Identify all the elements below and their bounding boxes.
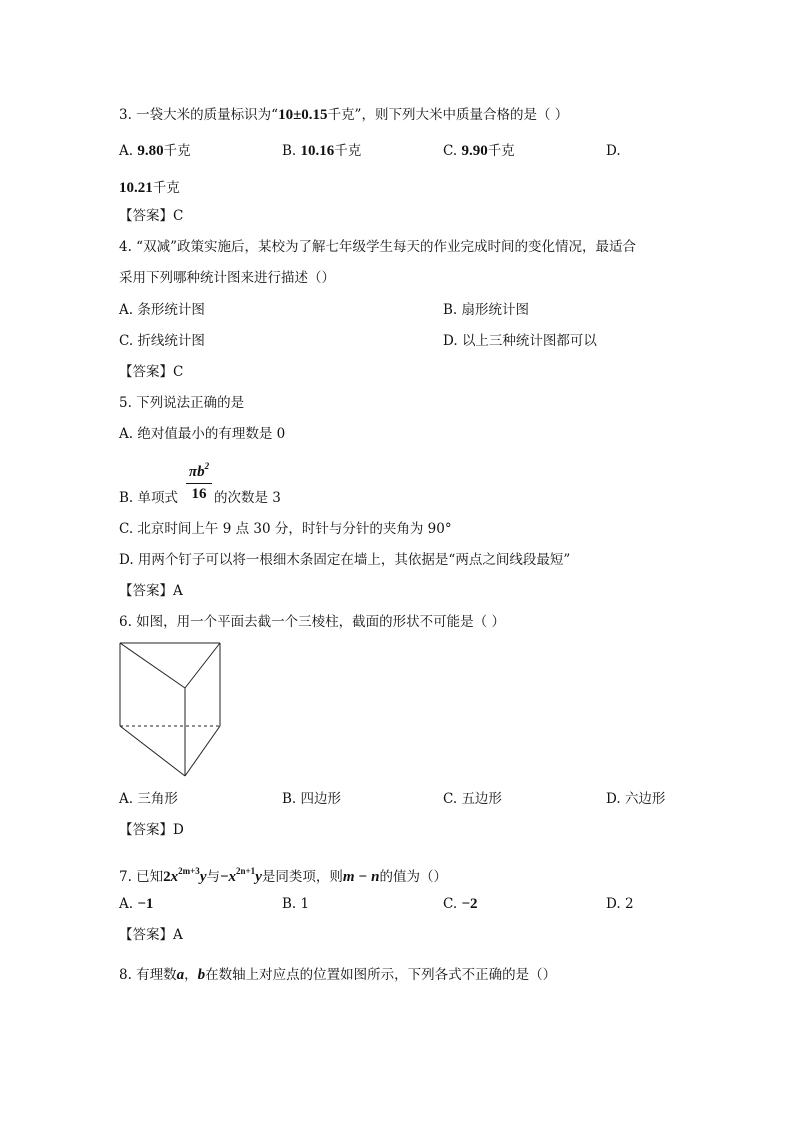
option-letter: B. bbox=[443, 302, 458, 318]
fraction-bar bbox=[186, 483, 212, 484]
option-letter: D. bbox=[606, 143, 621, 159]
q8-stem bbox=[119, 966, 556, 984]
option-text: 2 bbox=[624, 896, 634, 912]
option-text: 千克 bbox=[334, 143, 362, 159]
q6-option-c bbox=[443, 790, 502, 808]
q7-term2 bbox=[219, 866, 262, 885]
term1-coef: 2 bbox=[163, 869, 171, 885]
option-math: 10.21 bbox=[119, 180, 153, 196]
q6-option-b bbox=[282, 790, 341, 808]
numerator-base: πb bbox=[188, 464, 205, 480]
option-letter: A. bbox=[119, 896, 134, 912]
term2-coef: − bbox=[219, 869, 229, 885]
q6-option-d bbox=[606, 790, 665, 808]
q6-option-a bbox=[119, 790, 178, 808]
triangular-prism-figure bbox=[115, 638, 227, 783]
q7-option-b bbox=[282, 895, 309, 913]
q7-stem-mid2: 是同类项，则 bbox=[261, 869, 343, 885]
q3-option-b bbox=[282, 142, 361, 160]
q8-stem-post: 在数轴上对应点的位置如图所示，下列各式不正确的是（） bbox=[205, 967, 557, 983]
q5-fraction bbox=[186, 461, 212, 503]
q5-answer: 【答案】A bbox=[119, 583, 183, 599]
q5-option-a: A. 绝对值最小的有理数是 0 bbox=[119, 426, 286, 442]
term2-var: x bbox=[228, 869, 237, 885]
q3-answer: 【答案】C bbox=[119, 208, 184, 224]
option-letter: A. bbox=[119, 791, 134, 807]
q3-stem bbox=[119, 106, 568, 124]
q7-term1 bbox=[163, 866, 207, 885]
option-letter: C. bbox=[443, 143, 458, 159]
q8-comma: ， bbox=[184, 967, 198, 983]
option-letter: B. bbox=[282, 896, 297, 912]
option-letter: A. bbox=[119, 302, 134, 318]
term2-exponent: 2n+1 bbox=[236, 866, 256, 876]
option-letter: D. bbox=[606, 791, 621, 807]
option-text: −2 bbox=[461, 896, 478, 912]
option-text: 千克 bbox=[487, 143, 515, 159]
option-text: 六边形 bbox=[624, 791, 666, 807]
option-text: 以上三种统计图都可以 bbox=[461, 333, 597, 349]
option-text: 千克 bbox=[152, 180, 180, 196]
q7-stem-pre: 7. 已知 bbox=[119, 869, 164, 885]
q8-var-b: b bbox=[197, 967, 206, 983]
option-letter: B. bbox=[282, 143, 297, 159]
q3-option-c bbox=[443, 142, 515, 160]
numerator-exponent: 2 bbox=[204, 461, 210, 471]
option-letter: C. bbox=[443, 791, 458, 807]
q7-option-a bbox=[119, 895, 153, 913]
q3-option-d-value bbox=[119, 179, 180, 197]
q4-stem-line1: 4. “双减”政策实施后，某校为了解七年级学生每天的作业完成时间的变化情况，最适合 bbox=[119, 239, 636, 255]
fraction-numerator bbox=[186, 461, 212, 481]
option-text: 条形统计图 bbox=[137, 302, 205, 318]
q4-answer: 【答案】C bbox=[119, 364, 184, 380]
q5-option-b-post: 的次数是 3 bbox=[214, 490, 281, 506]
option-text: −1 bbox=[137, 896, 154, 912]
option-letter: B. bbox=[282, 791, 297, 807]
q5-option-c: C. 北京时间上午 9 点 30 分，时针与分针的夹角为 90° bbox=[119, 521, 452, 537]
q6-answer: 【答案】D bbox=[119, 822, 184, 838]
option-letter: C. bbox=[443, 896, 458, 912]
q3-option-a bbox=[119, 142, 191, 160]
option-letter: C. bbox=[119, 333, 134, 349]
option-text: 1 bbox=[300, 896, 310, 912]
q7-option-c bbox=[443, 895, 478, 913]
q5-option-d: D. 用两个钉子可以将一根细木条固定在墙上，其依据是“两点之间线段最短” bbox=[119, 552, 571, 568]
term1-y: y bbox=[199, 869, 207, 885]
option-math: 9.90 bbox=[461, 143, 488, 159]
q5-stem: 5. 下列说法正确的是 bbox=[119, 395, 245, 411]
q4-option-b bbox=[443, 301, 529, 319]
q7-answer: 【答案】A bbox=[119, 927, 183, 943]
option-text: 五边形 bbox=[461, 791, 502, 807]
option-text: 四边形 bbox=[300, 791, 342, 807]
fraction-denominator: 16 bbox=[191, 486, 207, 502]
q8-stem-pre: 8. 有理数 bbox=[119, 967, 177, 983]
term1-var: x bbox=[170, 869, 179, 885]
option-letter: D. bbox=[606, 896, 621, 912]
option-math: 9.80 bbox=[137, 143, 164, 159]
option-letter: D. bbox=[443, 333, 458, 349]
q7-option-d bbox=[606, 895, 634, 913]
term2-y: y bbox=[255, 869, 262, 885]
q7-stem-post: 的值为（） bbox=[379, 869, 447, 885]
q5-option-b-pre: B. 单项式 bbox=[119, 490, 179, 506]
q3-stem-math: 10±0.15 bbox=[278, 107, 328, 123]
q7-stem bbox=[119, 862, 447, 886]
q4-option-d bbox=[443, 332, 597, 350]
q7-stem-mid: 与 bbox=[206, 869, 220, 885]
q3-stem-pre: 3. 一袋大米的质量标识为“ bbox=[119, 107, 279, 123]
q7-expression: m − n bbox=[342, 869, 380, 885]
q6-stem: 6. 如图，用一个平面去截一个三棱柱，截面的形状不可能是（ ） bbox=[119, 614, 505, 630]
q4-stem-line2: 采用下列哪种统计图来进行描述（） bbox=[119, 270, 335, 286]
option-text: 千克 bbox=[163, 143, 191, 159]
option-math: 10.16 bbox=[300, 143, 335, 159]
term1-exponent: 2m+3 bbox=[178, 866, 200, 876]
q4-option-a bbox=[119, 301, 205, 319]
option-text: 三角形 bbox=[137, 791, 178, 807]
option-text: 扇形统计图 bbox=[461, 302, 530, 318]
option-letter: A. bbox=[119, 143, 134, 159]
option-text: 折线统计图 bbox=[137, 333, 205, 349]
q3-stem-post: 千克”，则下列大米中质量合格的是（ ） bbox=[327, 107, 569, 123]
q8-var-a: a bbox=[176, 967, 185, 983]
q4-option-c bbox=[119, 332, 205, 350]
q3-option-d-letter bbox=[606, 142, 621, 160]
